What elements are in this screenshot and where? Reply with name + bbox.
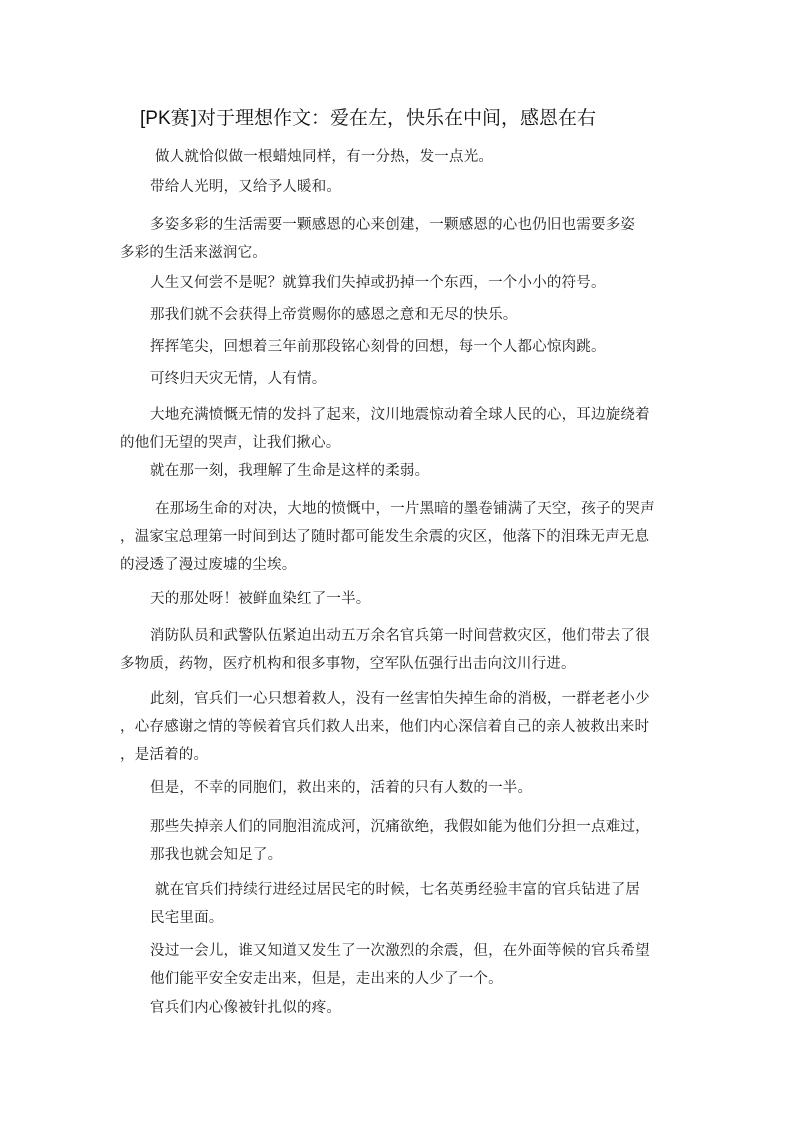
text-line: 民宅里面。 — [150, 910, 224, 926]
paragraph — [150, 333, 606, 361]
paragraph — [150, 994, 341, 1022]
text-line: 的浸透了漫过废墟的尘埃。 — [120, 557, 297, 573]
text-line: 那我们就不会获得上帝赏赐你的感恩之意和无尽的快乐。 — [150, 307, 518, 323]
text-line: 天的那处呀！被鲜血染红了一半。 — [150, 591, 371, 607]
title-text: 赛]对于理想作文：爱在左，快乐在中间，感恩在右 — [170, 107, 597, 129]
paragraph — [150, 774, 532, 802]
paragraph — [150, 301, 518, 329]
text-line: 挥挥笔尖，回想着三年前那段铭心刻骨的回想，每一个人都心惊肉跳。 — [150, 339, 606, 355]
paragraph — [150, 269, 606, 297]
text-line: 多彩的生活来滋润它。 — [120, 245, 267, 261]
paragraph — [150, 457, 429, 485]
text-line: 消防队员和武警队伍紧迫出动五万余名官兵第一时间营救灾区，他们带去了很 — [150, 628, 650, 644]
text-line: ，是活着的。 — [120, 747, 209, 763]
paragraph — [120, 401, 650, 457]
text-line: ，温家宝总理第一时间到达了随时都可能发生余震的灾区，他落下的泪珠无声无息 — [120, 529, 650, 545]
text-line: 就在那一刻，我理解了生命是这样的柔弱。 — [150, 463, 430, 479]
paragraph — [120, 685, 650, 769]
text-line: 他们能平安全安走出来，但是，走出来的人少了一个。 — [150, 971, 503, 987]
paragraph — [150, 937, 650, 993]
text-line: 那我也就会知足了。 — [150, 847, 283, 863]
paragraph — [150, 585, 371, 613]
paragraph — [120, 495, 655, 579]
paragraph — [150, 876, 641, 932]
title-tag: [PK — [140, 108, 171, 129]
text-line: 没过一会儿，谁又知道又发生了一次激烈的余震，但，在外面等候的官兵希望 — [150, 943, 650, 959]
text-line: 那些失掉亲人们的同胞泪流成河，沉痛欲绝，我假如能为他们分担一点难过， — [150, 819, 650, 835]
text-line: ，心存感谢之情的等候着官兵们救人出来，他们内心深信着自己的亲人被救出来时 — [120, 719, 650, 735]
text-line: 多物质，药物，医疗机构和很多事物，空军队伍强行出击向汶川行进。 — [120, 656, 576, 672]
paragraph — [120, 622, 650, 678]
paragraph — [120, 211, 636, 267]
text-line: 此刻，官兵们一心只想着救人，没有一丝害怕失掉生命的消极，一群老老小少 — [150, 691, 650, 707]
text-line: 大地充满愤慨无情的发抖了起来，汶川地震惊动着全球人民的心，耳边旋绕着 — [150, 407, 650, 423]
paragraph — [150, 173, 341, 201]
text-line: 就在官兵们持续行进经过居民宅的时候，七名英勇经验丰富的官兵钻进了居 — [155, 882, 641, 898]
text-line: 但是，不幸的同胞们，救出来的，活着的只有人数的一半。 — [150, 780, 533, 796]
text-line: 的他们无望的哭声，让我们揪心。 — [120, 435, 341, 451]
text-line: 人生又何尝不是呢？就算我们失掉或扔掉一个东西，一个小小的符号。 — [150, 275, 606, 291]
text-line: 做人就恰似做一根蜡烛同样，有一分热，发一点光。 — [155, 149, 494, 165]
text-line: 多姿多彩的生活需要一颗感恩的心来创建，一颗感恩的心也仍旧也需要多姿 — [150, 217, 636, 233]
text-line: 带给人光明，又给予人暖和。 — [150, 179, 342, 195]
paragraph — [155, 143, 493, 171]
text-line: 官兵们内心像被针扎似的疼。 — [150, 1000, 342, 1016]
paragraph — [150, 813, 650, 869]
text-line: 可终归天灾无情，人有情。 — [150, 371, 327, 387]
paragraph — [150, 365, 326, 393]
text-line: 在那场生命的对决，大地的愤慨中，一片黑暗的墨卷铺满了天空，孩子的哭声 — [155, 501, 655, 517]
document-title — [140, 105, 596, 132]
